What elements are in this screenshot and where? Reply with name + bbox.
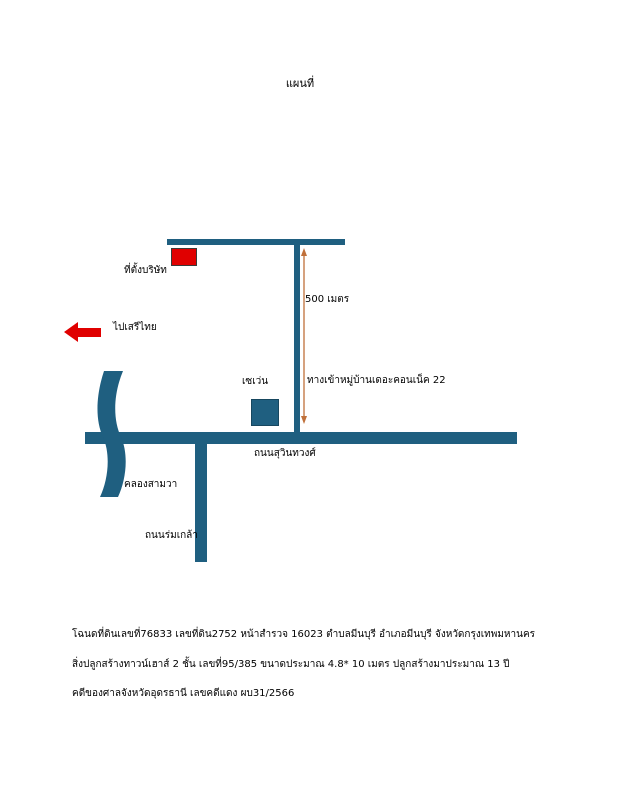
canal-label: คลองสามวา [124, 479, 178, 490]
company-label: ที่ตั้งบริษัท [124, 265, 167, 276]
footer-court-line: คดีของศาลจังหวัดอุดรธานี เลขคดีแดง ผบ31/2566 [72, 688, 295, 699]
seven-eleven-marker [251, 399, 279, 426]
footer-building-line: สิ่งปลูกสร้างทาวน์เฮาส์ 2 ชั้น เลขที่95/385 ขนาดประมาณ 4.8* 10 เมตร ปลูกสร้างมาประมาณ 13 ปี [72, 659, 510, 670]
to-seri-thai-label: ไปเสรีไทย [113, 322, 157, 333]
canal-shape [97, 371, 125, 497]
village-entrance-label: ทางเข้าหมู่บ้านเดอะคอนเน็ค 22 [307, 375, 446, 386]
distance-label: 500 เมตร [305, 294, 350, 305]
company-marker [171, 248, 197, 266]
seven-eleven-label: เซเว่น [242, 376, 269, 387]
left-arrow-icon [64, 322, 101, 342]
distance-arrow-top-icon [301, 248, 307, 256]
footer-deed-line: โฉนดที่ดินเลขที่76833 เลขที่ดิน2752 หน้าสำรวจ 16023 ตำบลมีนบุรี อำเภอมีนบุรี จังหวัดกรุงเทพมหานคร [72, 629, 536, 640]
main-road-label: ถนนสุวินทวงศ์ [254, 448, 316, 459]
map-title: แผนที่ [285, 77, 315, 90]
distance-arrow-bottom-icon [301, 416, 307, 424]
rom-klao-road-label: ถนนร่มเกล้า [145, 530, 198, 541]
